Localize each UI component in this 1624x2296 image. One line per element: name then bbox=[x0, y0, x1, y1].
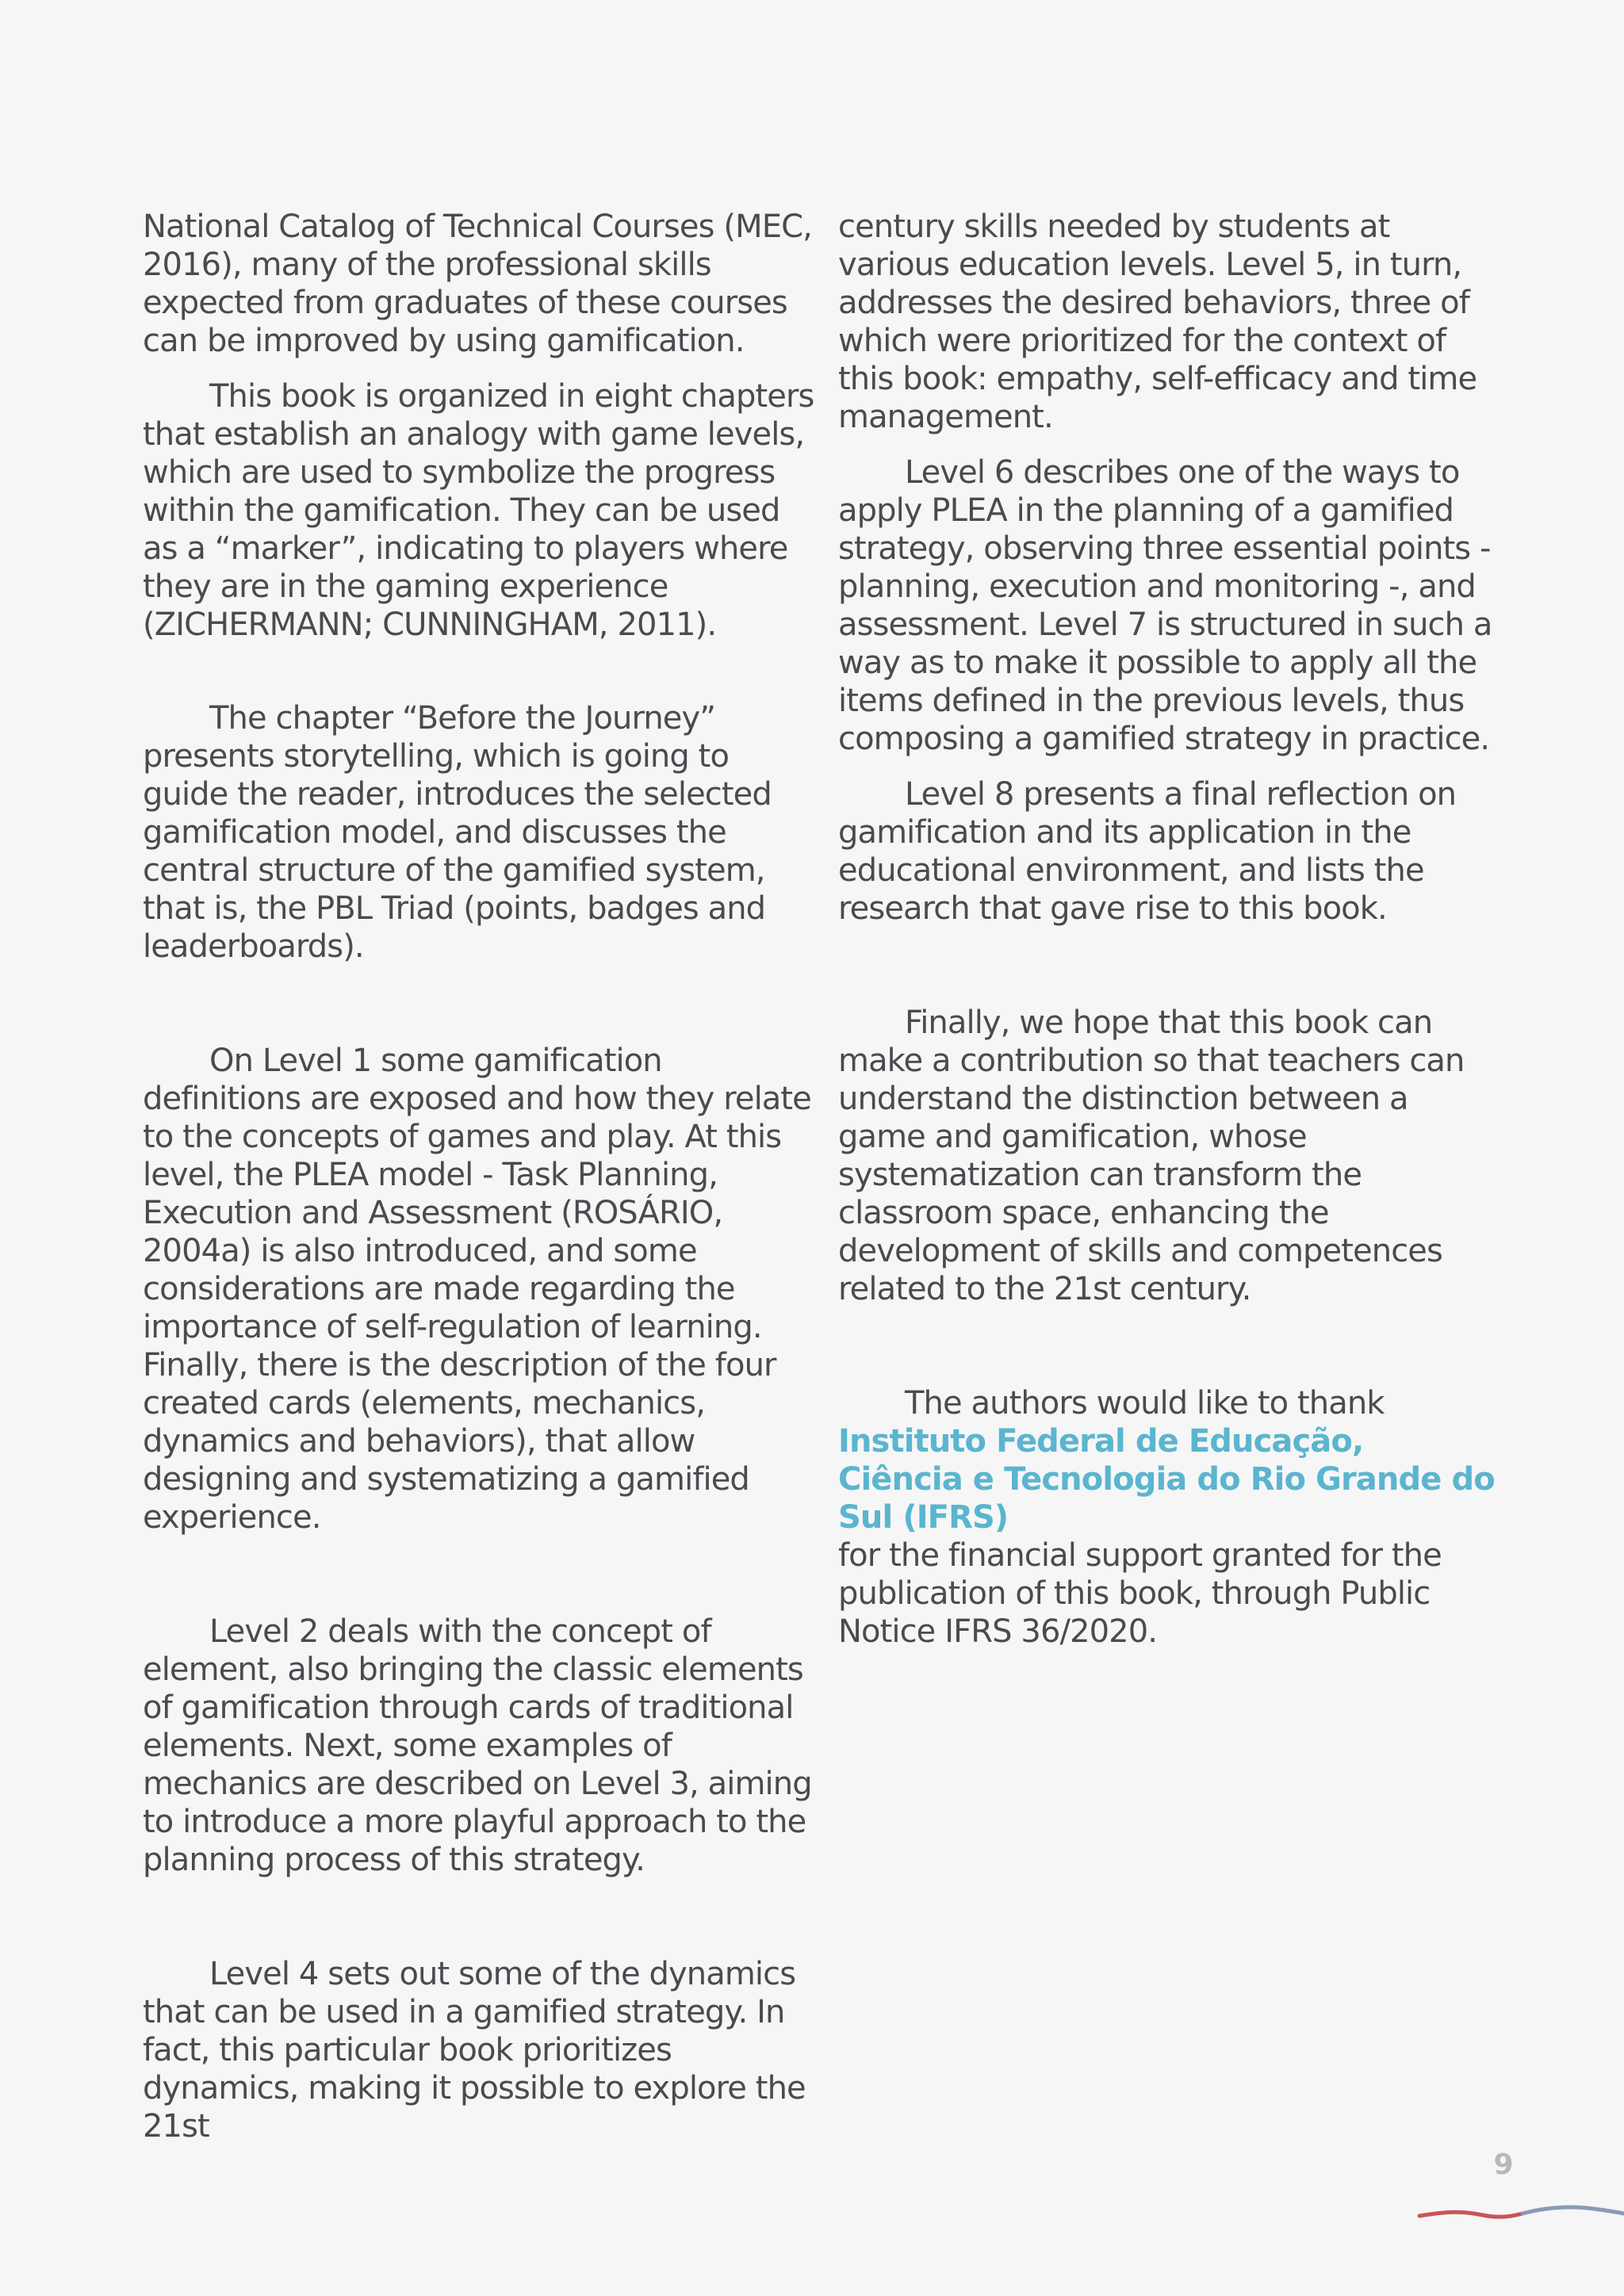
page-number: 9 bbox=[1493, 2149, 1514, 2181]
left-column bbox=[143, 208, 818, 2145]
paragraph-level-8: Level 8 presents a final reflection on gamification and its application in the educational environment, and lists the research that gave rise to this book. bbox=[838, 776, 1457, 927]
acknowledgement-intro: The authors would like to thank bbox=[905, 1385, 1385, 1422]
paragraph-level-4: Level 4 sets out some of the dynamics that can be used in a gamified strategy. In fact, this particular book prioritizes dynamics, making it possible to explore the 21st bbox=[143, 1956, 806, 2145]
paragraph-level-5: century skills needed by students at various education levels. Level 5, in turn, addresses the desired behaviors, three of which were prioritized for the context of this book: empathy, self-efficacy and time management. bbox=[838, 209, 1477, 435]
paragraph-book-organization: This book is organized in eight chapters that establish an analogy with game levels, which are used to symbolize the progress within the gamification. They can be used as a “marker”, indicating to players where they are in the gaming experience (ZICHERMANN; CUNNINGHAM, 2011). bbox=[143, 378, 814, 643]
wave-blue-segment bbox=[1522, 2207, 1624, 2214]
institution-name-highlight: Instituto Federal de Educação, Ciência e Tecnologia do Rio Grande do Sul (IFRS) bbox=[838, 1423, 1495, 1536]
paragraph-level-6-7: Level 6 describes one of the ways to apply PLEA in the planning of a gamified strategy, observing three essential points - planning, execution and monitoring -, and assessment. Level 7 is structured in such a way as to make it possible to apply all the items defined in the previous levels, thus composing a gamified strategy in practice. bbox=[838, 454, 1492, 757]
paragraph-level-1: On Level 1 some gamification definitions are exposed and how they relate to the concepts of games and play. At this level, the PLEA model - Task Planning, Execution and Assessment (ROSÁRIO, 2004a) is also introduced, and some considerations are made regarding the importance of self-regulation of learning. Finally, there is the description of the four created cards (elements, mechanics, dynamics and behaviors), that allow designing and systematizing a gamified experience. bbox=[143, 1043, 811, 1536]
paragraph-conclusion: Finally, we hope that this book can make a contribution so that teachers can understand the distinction between a game and gamification, whose systematization can transform the classroom space, enhancing the development of skills and competences related to the 21st century. bbox=[838, 1004, 1465, 1307]
paragraph-level-2-3: Level 2 deals with the concept of element, also bringing the classic elements of gamification through cards of traditional elements. Next, some examples of mechanics are described on Level 3, aiming to introduce a more playful approach to the planning process of this strategy. bbox=[143, 1613, 812, 1878]
acknowledgement-outro: for the financial support granted for the publication of this book, through Public Notice IFRS 36/2020. bbox=[838, 1537, 1442, 1650]
decorative-wave-line bbox=[1411, 2196, 1624, 2228]
right-column bbox=[838, 208, 1498, 1651]
wave-red-segment bbox=[1419, 2212, 1522, 2217]
paragraph-acknowledgement bbox=[838, 1384, 1498, 1651]
paragraph-before-the-journey: The chapter “Before the Journey” presents storytelling, which is going to guide the reader, introduces the selected gamification model, and discusses the central structure of the gamified system, that is, the PBL Triad (points, badges and leaderboards). bbox=[143, 700, 772, 965]
paragraph-catalog: National Catalog of Technical Courses (MEC, 2016), many of the professional skills expected from graduates of these courses can be improved by using gamification. bbox=[143, 209, 812, 359]
